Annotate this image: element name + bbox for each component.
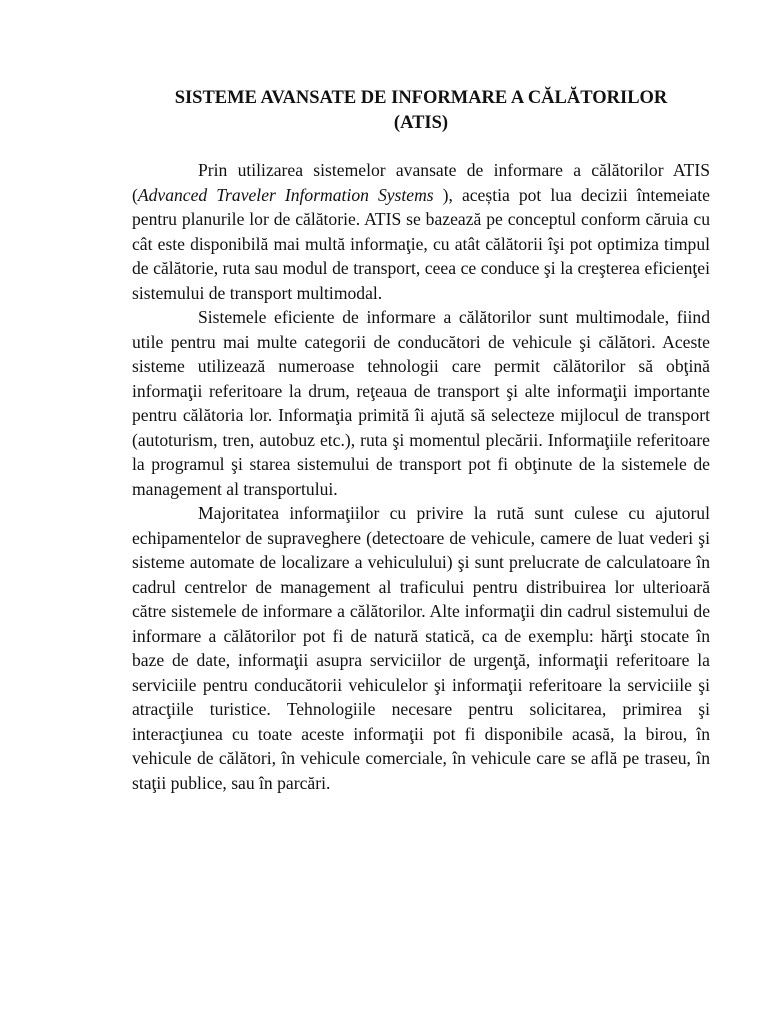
title-line-1: SISTEME AVANSATE DE INFORMARE A CĂLĂTORILOR — [174, 88, 668, 108]
paragraph-1-start: Prin utilizarea sistemelor avansate de informare a călătorilor ATIS ( — [132, 160, 710, 205]
atis-full-name: Advanced Traveler Information Systems — [137, 184, 434, 205]
paragraph-1-end: ), aceștia pot lua decizii întemeiate pentru planurile lor de călătorie. ATIS se bazează pe conceptul conform căruia cu cât este disponibilă mai multă informaţie, cu atât călătorii îşi pot optimiza timpul de călătorie, ruta sau modul de transport, ceea ce conduce şi la creşterea eficienţei sistemului de transport multimodal. — [132, 184, 710, 303]
paragraph-1 — [132, 158, 710, 305]
paragraph-3: Majoritatea informaţiilor cu privire la rută sunt culese cu ajutorul echipamentelor de supraveghere (detectoare de vehicule, camere de luat vederi şi sisteme automate de localizare a vehiculului) şi sunt prelucrate de calculatoare în cadrul centrelor de management al traficului pentru distribuirea lor ulterioară către sistemele de informare a călătorilor. Alte informaţii din cadrul sistemului de informare a călătorilor pot fi de natură statică, ca de exemplu: hărţi stocate în baze de date, informaţii asupra serviciilor de urgenţă, informaţii referitoare la serviciile pentru conducătorii vehiculelor şi informaţii referitoare la serviciile şi atracţiile turistice. Tehnologiile necesare pentru solicitarea, primirea şi interacţiunea cu toate aceste informaţii pot fi disponibile acasă, la birou, în vehicule de călători, în vehicule comerciale, în vehicule care se află pe traseu, în staţii publice, sau în parcări. — [132, 503, 710, 793]
title-line-2: (ATIS) — [393, 113, 449, 133]
page-title — [132, 86, 710, 136]
body-text — [132, 158, 710, 795]
paragraph-2: Sistemele eficiente de informare a călătorilor sunt multimodale, fiind utile pentru mai multe categorii de conducători de vehicule şi călători. Aceste sisteme utilizează numeroase tehnologii care permit călătorilor să obţină informaţii referitoare la drum, reţeaua de transport şi alte informaţii importante pentru călătoria lor. Informaţia primită îi ajută să selecteze mijlocul de transport (autoturism, tren, autobuz etc.), ruta şi momentul plecării. Informaţiile referitoare la programul şi starea sistemului de transport pot fi obţinute de la sistemele de management al transportului. — [132, 307, 710, 499]
